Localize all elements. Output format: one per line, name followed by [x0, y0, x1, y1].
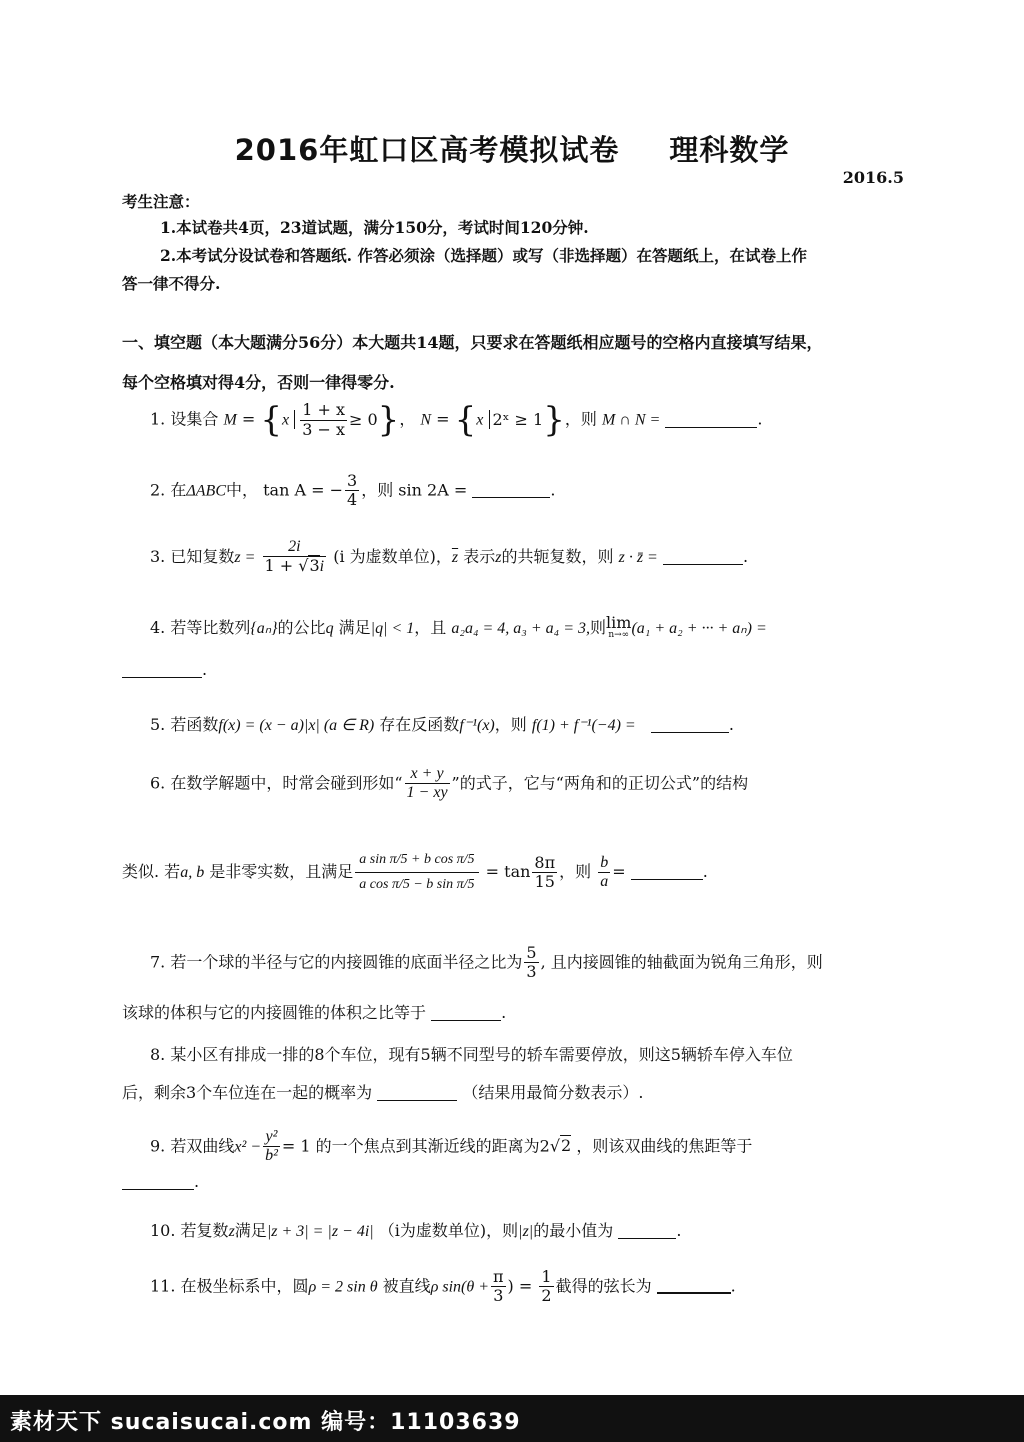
question-9: 9. 若双曲线x² − $\frac{\text{y²}}{\text{b²}}$ = 1 的一个焦点到其渐近线的距离为2√2 ，则该双曲线的焦距等于 — [150, 1128, 753, 1165]
question-11: 11. 在极坐标系中，圆ρ = 2 sin θ 被直线ρ sin(θ + $\frac{\pi}{3}$ ) = $\frac{1}{2}$ 截得的弦长为 . — [150, 1267, 736, 1306]
watermark-text: 素材天下 sucaisucai.com 编号：11103639 — [10, 1410, 521, 1435]
title-main: 2016年虹口区高考模拟试卷 — [234, 133, 620, 167]
question-2: 2. 在ΔABC中， tan A = − $\frac{3}{4}$ ，则 sin 2A = . — [150, 471, 556, 510]
question-7-cont: 该球的体积与它的内接圆锥的体积之比等于 . — [122, 1003, 507, 1022]
question-8: 8. 某小区有排成一排的8个车位，现有5辆不同型号的轿车需要停放，则这5辆轿车停入车位 — [150, 1045, 793, 1064]
question-7: 7. 若一个球的半径与它的内接圆锥的底面半径之比为 $\frac{5}{3}$ , 且内接圆锥的轴截面为锐角三角形，则 — [150, 943, 823, 982]
answer-blank — [618, 1222, 676, 1239]
question-9-blank: . — [122, 1172, 199, 1191]
answer-blank — [651, 716, 729, 733]
answer-blank — [431, 1004, 501, 1021]
question-6-cont: 类似. 若a, b 是非零实数，且满足 $\frac{\text{a sin π/5 + b cos π/5}}{\text{a cos π/5 − b sin π/5}}$ = tan $\frac{8\pi}{15}$ ，则 $\frac{b}{a}$ = . — [122, 848, 708, 897]
exam-date: 2016.5 — [842, 168, 904, 187]
question-8-cont: 后，剩余3个车位连在一起的概率为 （结果用最简分数表示）. — [122, 1083, 644, 1102]
section-heading: 一、填空题（本大题满分56分）本大题共14题，只要求在答题纸相应题号的空格内直接填写结果， — [122, 333, 823, 352]
notice-item-1: 1.本试卷共4页，23道试题，满分150分，考试时间120分钟. — [160, 218, 589, 237]
answer-blank — [122, 661, 202, 678]
question-4-blank: . — [122, 660, 207, 679]
answer-blank — [122, 1173, 194, 1190]
notice-item-2-cont: 答一律不得分. — [122, 274, 221, 293]
question-6: 6. 在数学解题中，时常会碰到形如“ $\frac{x + y}{1 - xy}$ ”的式子，它与“两角和的正切公式”的结构 — [150, 765, 749, 802]
question-1: 1. 设集合 M = {x $\frac{1 + x}{3 - x}$ ≥ 0}， N = {x 2ˣ ≥ 1}，则 M ∩ N = . — [150, 400, 763, 440]
answer-blank — [377, 1084, 457, 1101]
question-3: 3. 已知复数z = $\frac{2i}{1 + √3i}$ (i 为虚数单位)，$\overline{z}$ 表示z的共轭复数，则 z · z̄ = . — [150, 538, 749, 576]
answer-blank — [657, 1276, 731, 1294]
answer-blank — [631, 863, 703, 880]
answer-blank — [472, 481, 550, 498]
question-5: 5. 若函数f(x) = (x − a)|x| (a ∈ R) 存在反函数f⁻¹(x)，则 f(1) + f⁻¹(−4) = . — [150, 715, 734, 734]
question-4: 4. 若等比数列{aₙ}的公比q 满足|q| < 1，且 a₂a₄ = 4, a₃ + a₄ = 3,则lim n→∞ (a₁ + a₂ + ··· + aₙ) = — [150, 613, 767, 640]
page-title — [0, 128, 1024, 169]
section-heading-cont: 每个空格填对得4分，否则一律得零分. — [122, 373, 395, 392]
notice-heading: 考生注意： — [122, 192, 200, 211]
answer-blank — [663, 548, 743, 565]
title-subject: 理科数学 — [669, 133, 790, 167]
answer-blank — [665, 411, 757, 428]
question-10: 10. 若复数z满足|z + 3| = |z − 4i| （i为虚数单位)，则|z|的最小值为 . — [150, 1221, 682, 1240]
notice-item-2: 2.本考试分设试卷和答题纸. 作答必须涂（选择题）或写（非选择题）在答题纸上，在试卷上作 — [160, 246, 807, 265]
